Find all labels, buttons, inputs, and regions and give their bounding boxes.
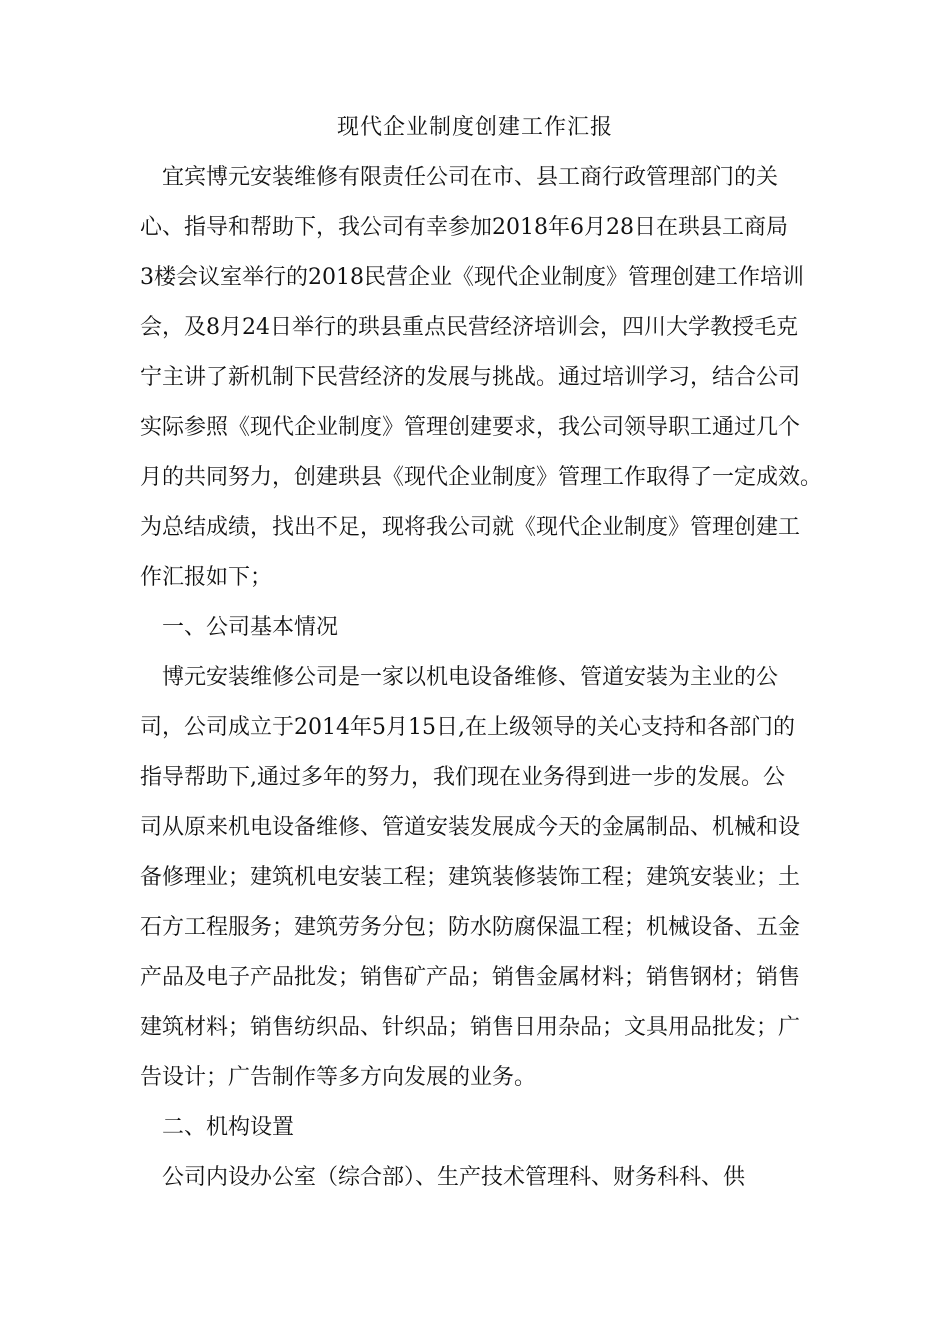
text-line: 司从原来机电设备维修、管道安装发展成今天的金属制品、机械和设 — [140, 815, 801, 840]
text-line: 宜宾博元安装维修有限责任公司在市、县工商行政管理部门的关 — [140, 165, 779, 190]
text-line: 公司内设办公室（综合部）、生产技术管理科、财务科科、供 — [140, 1165, 746, 1190]
section-heading: 二、机构设置 — [140, 1115, 295, 1140]
text-line: 备修理业；建筑机电安装工程；建筑装修装饰工程；建筑安装业；土 — [140, 865, 801, 890]
text-line: 司，公司成立于2014年5月15日,在上级领导的关心支持和各部门的 — [140, 715, 795, 740]
text-line: 为总结成绩，找出不足，现将我公司就《现代企业制度》管理创建工 — [140, 515, 801, 540]
text-line: 月的共同努力，创建珙县《现代企业制度》管理工作取得了一定成效。 — [140, 465, 823, 490]
text-line: 作汇报如下； — [140, 565, 273, 590]
section-heading: 一、公司基本情况 — [140, 615, 339, 640]
document-title: 现代企业制度创建工作汇报 — [336, 115, 613, 140]
text-line: 宁主讲了新机制下民营经济的发展与挑战。通过培训学习，结合公司 — [140, 365, 801, 390]
text-line: 指导帮助下,通过多年的努力，我们现在业务得到进一步的发展。公 — [140, 765, 785, 790]
text-line: 石方工程服务；建筑劳务分包；防水防腐保温工程；机械设备、五金 — [140, 915, 801, 940]
text-line: 心、指导和帮助下，我公司有幸参加2018年6月28日在珙县工商局 — [140, 215, 788, 240]
text-line: 会，及8月24日举行的珙县重点民营经济培训会，四川大学教授毛克 — [140, 315, 798, 340]
text-line: 博元安装维修公司是一家以机电设备维修、管道安装为主业的公 — [140, 665, 779, 690]
text-line: 建筑材料；销售纺织品、针织品；销售日用杂品；文具用品批发；广 — [140, 1015, 801, 1040]
text-line: 告设计；广告制作等多方向发展的业务。 — [140, 1065, 537, 1090]
text-line: 实际参照《现代企业制度》管理创建要求，我公司领导职工通过几个 — [140, 415, 801, 440]
text-line: 3楼会议室举行的2018民营企业《现代企业制度》管理创建工作培训 — [140, 265, 804, 290]
text-line: 产品及电子产品批发；销售矿产品；销售金属材料；销售钢材；销售 — [140, 965, 801, 990]
